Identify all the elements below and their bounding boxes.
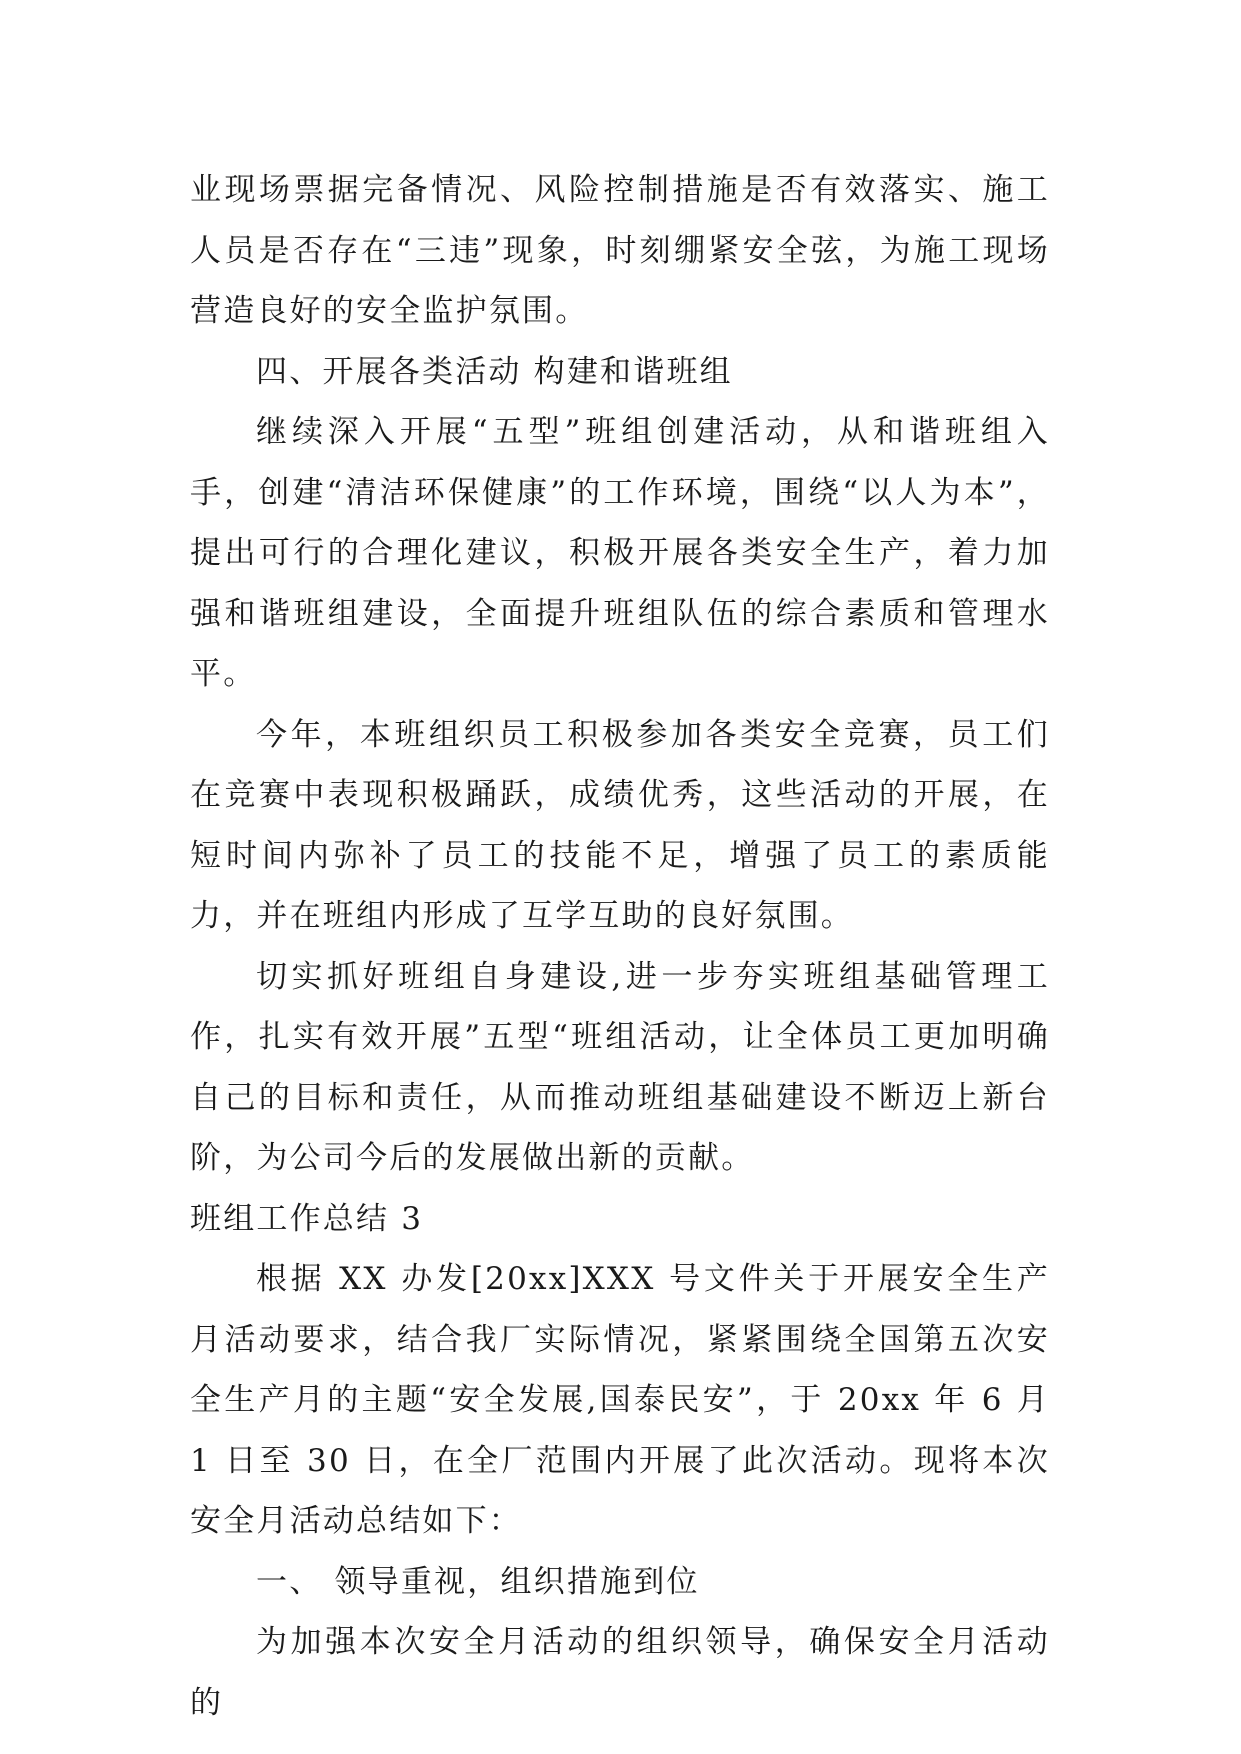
- paragraph-safety-competition: 今年，本班组织员工积极参加各类安全竞赛，员工们在竞赛中表现积极踊跃，成绩优秀，这些活动的开展，在短时间内弥补了员工的技能不足，增强了员工的素质能力，并在班组内形成了互学互助的良好氛围。: [190, 716, 1050, 934]
- paragraph-safety-month-intro: 根据 XX 办发[20xx]XXX 号文件关于开展安全生产月活动要求，结合我厂实际情况，紧紧围绕全国第五次安全生产月的主题“安全发展,国泰民安”，于 20xx 年 6 月 1 日至 30 日，在全厂范围内开展了此次活动。现将本次安全月活动总结如下：: [190, 1261, 1050, 1539]
- section-heading-four: 四、开展各类活动 构建和谐班组: [256, 353, 733, 390]
- paragraph-continuation: 业现场票据完备情况、风险控制措施是否有效落实、施工人员是否存在“三违”现象，时刻绷紧安全弦，为施工现场营造良好的安全监护氛围。: [190, 172, 1050, 329]
- document-title: 班组工作总结 3: [190, 1200, 424, 1237]
- paragraph-team-building: 切实抓好班组自身建设,进一步夯实班组基础管理工作，扎实有效开展”五型“班组活动，让全体员工更加明确自己的目标和责任，从而推动班组基础建设不断迈上新台阶，为公司今后的发展做出新的贡献。: [190, 958, 1050, 1176]
- paragraph-harmonious-team: 继续深入开展“五型”班组创建活动，从和谐班组入手，创建“清洁环保健康”的工作环境，围绕“以人为本”，提出可行的合理化建议，积极开展各类安全生产，着力加强和谐班组建设，全面提升班组队伍的综合素质和管理水平。: [190, 414, 1050, 692]
- section-heading-one: 一、 领导重视，组织措施到位: [256, 1563, 700, 1600]
- paragraph-leadership: 为加强本次安全月活动的组织领导，确保安全月活动的: [190, 1624, 1050, 1721]
- document-body: [190, 160, 1050, 1733]
